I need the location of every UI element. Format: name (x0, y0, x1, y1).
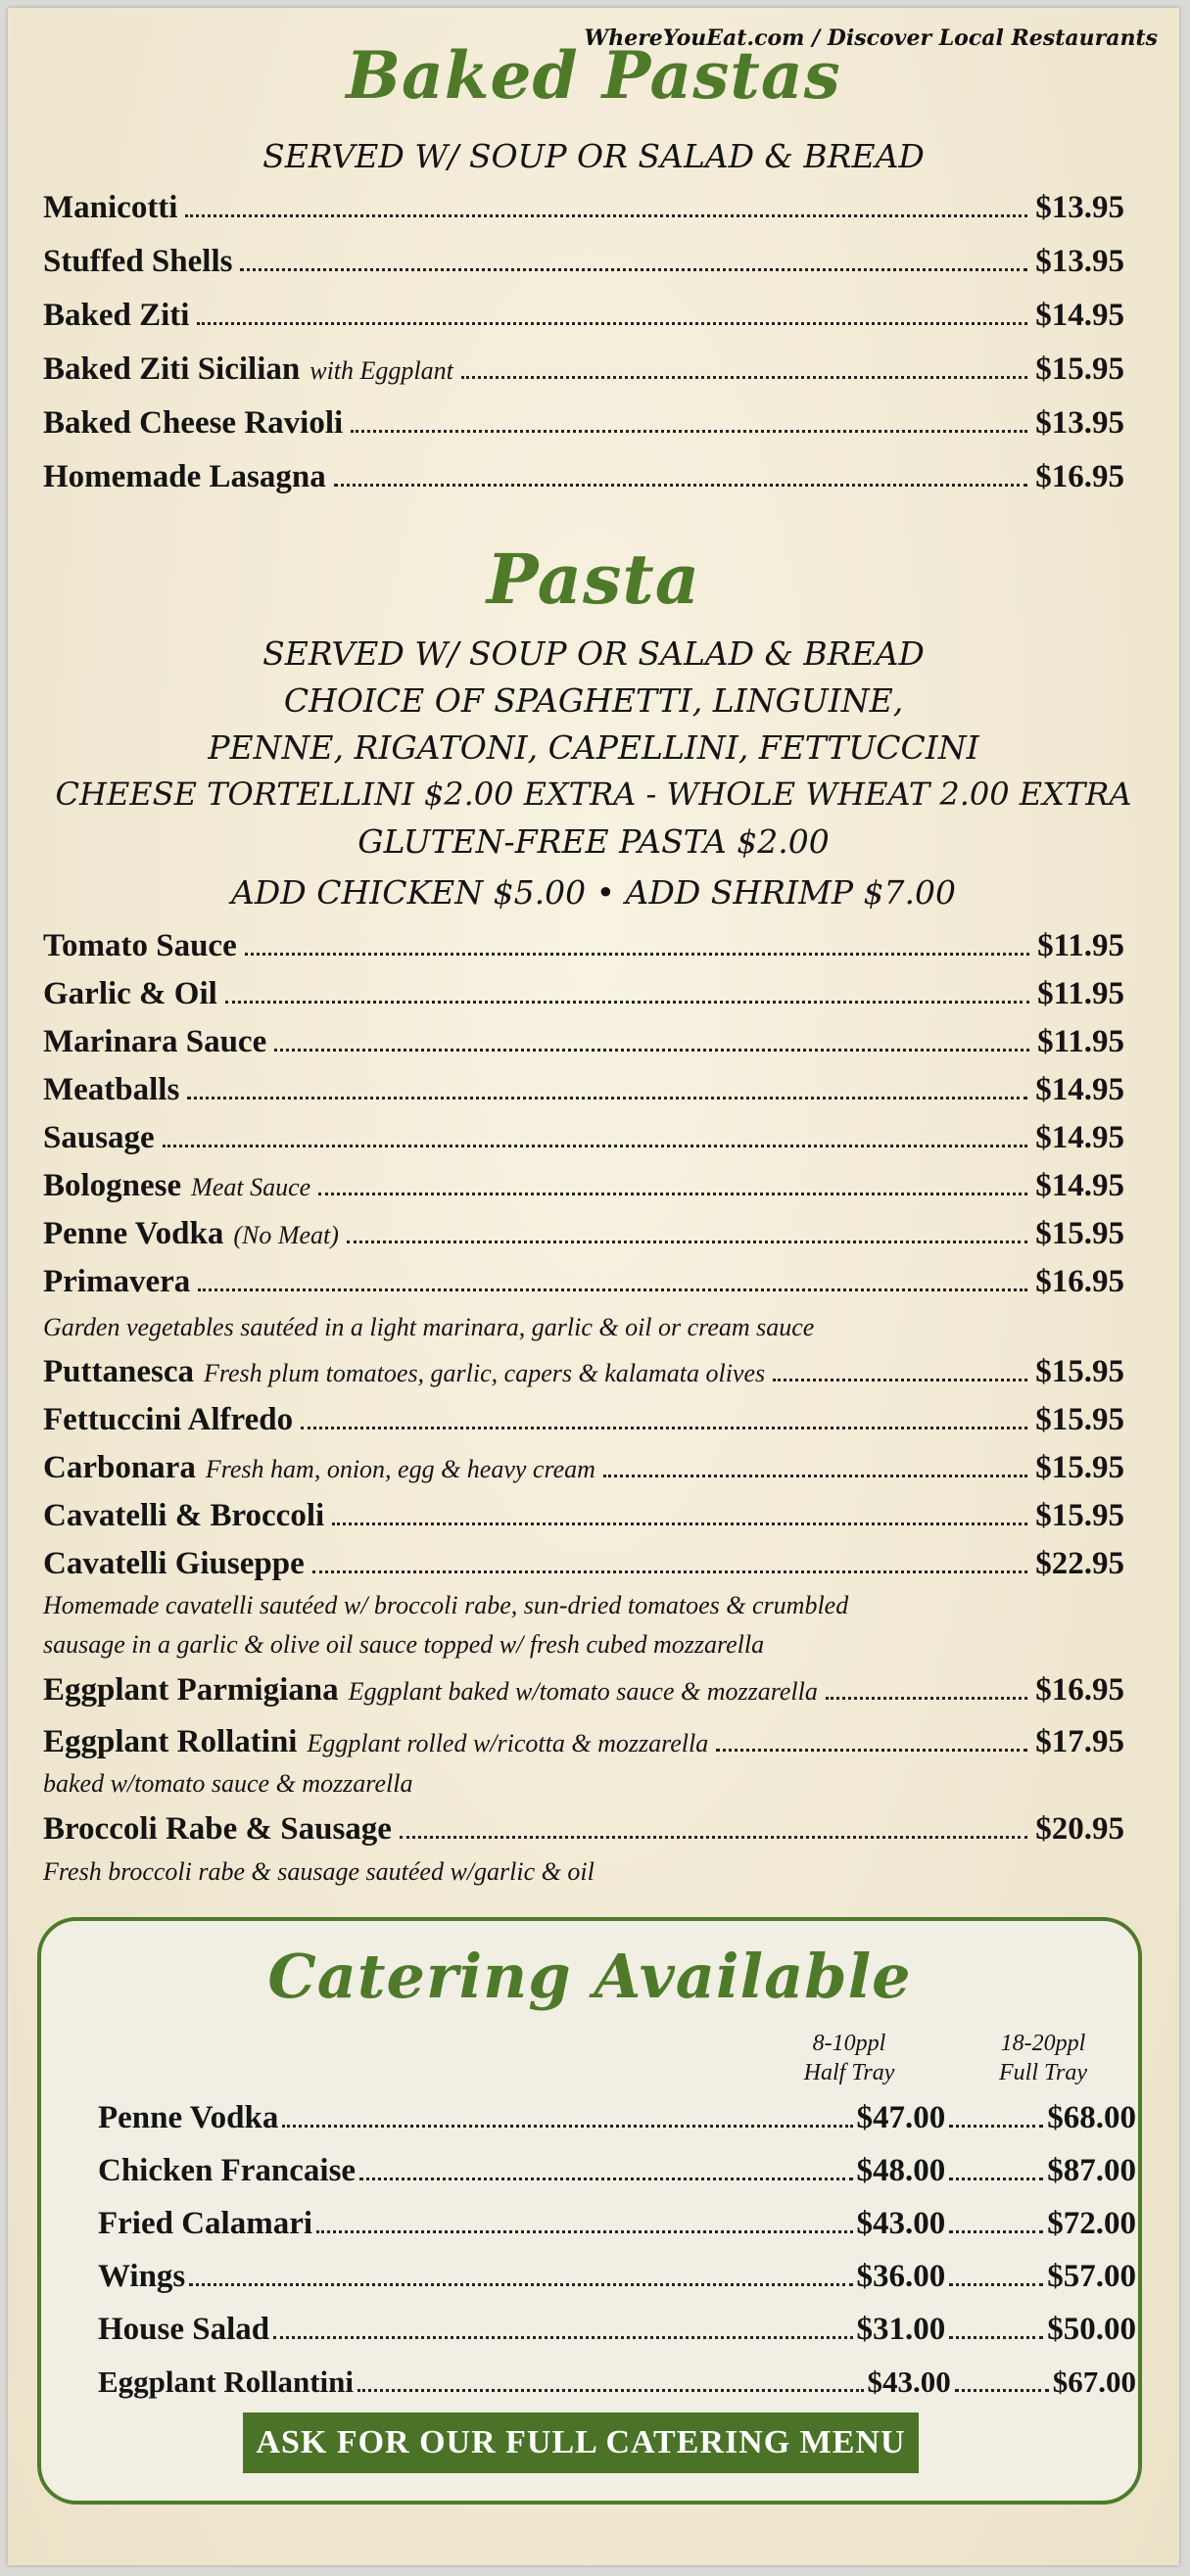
item-name: Tomato Sauce (43, 928, 237, 963)
item-price: $16.95 (1035, 459, 1124, 494)
item-price: $15.95 (1035, 1498, 1124, 1533)
catering-item-name: Chicken Francaise (98, 2153, 357, 2188)
half-tray-price: $43.00 (867, 2365, 951, 2399)
catering-item-name: House Salad (98, 2312, 270, 2347)
item-note: sausage in a garlic & olive oil sauce topped w/ fresh cubed mozzarella (43, 1630, 765, 1659)
menu-item (43, 298, 1124, 339)
item-price: $17.95 (1035, 1724, 1124, 1759)
item-price: $22.95 (1035, 1546, 1124, 1581)
menu-item (43, 1120, 1124, 1161)
leader-dots (273, 2336, 852, 2339)
item-name: Baked Cheese Ravioli (43, 405, 344, 441)
leader-dots (282, 2125, 852, 2128)
menu-item (43, 1216, 1124, 1257)
leader-dots (826, 1697, 1027, 1700)
catering-row (98, 2100, 1136, 2141)
leader-dots (949, 2178, 1043, 2180)
leader-dots (225, 1001, 1029, 1004)
pasta-addons: ADD CHICKEN $5.00 • ADD SHRIMP $7.00 (230, 873, 957, 912)
leader-dots (359, 2178, 852, 2180)
item-name: Marinara Sauce (43, 1024, 267, 1059)
leader-dots (400, 1836, 1027, 1839)
leader-dots (949, 2230, 1043, 2233)
catering-item-name: Eggplant Rollantini (98, 2365, 354, 2399)
leader-dots (347, 1241, 1027, 1243)
catering-item-name: Fried Calamari (98, 2206, 313, 2241)
item-name: Meatballs (43, 1072, 180, 1107)
menu-item (43, 459, 1124, 500)
pasta-subtitle-line: PENNE, RIGATONI, CAPELLINI, FETTUCCINI (208, 728, 979, 767)
item-name: Cavatelli & Broccoli (43, 1498, 325, 1533)
leader-dots (187, 1097, 1027, 1100)
menu-item (43, 928, 1124, 969)
leader-dots (461, 376, 1027, 379)
item-name: Sausage (43, 1120, 155, 1155)
catering-row (98, 2312, 1136, 2353)
catering-item-name: Penne Vodka (98, 2100, 279, 2135)
item-price: $11.95 (1037, 976, 1124, 1011)
pasta-subtitle-line: GLUTEN-FREE PASTA $2.00 (357, 822, 830, 861)
item-name: Cavatelli Giuseppe (43, 1546, 305, 1581)
leader-dots (245, 953, 1029, 956)
catering-item-name: Wings (98, 2259, 186, 2294)
item-name: Stuffed Shells (43, 244, 233, 279)
item-name: Homemade Lasagna (43, 459, 326, 494)
item-price: $16.95 (1035, 1264, 1124, 1299)
item-note: baked w/tomato sauce & mozzarella (43, 1769, 413, 1798)
pasta-title: Pasta (486, 539, 701, 620)
item-name: Primavera (43, 1264, 191, 1299)
item-price: $14.95 (1035, 1072, 1124, 1107)
leader-dots (185, 214, 1027, 217)
item-name: Bolognese (43, 1168, 182, 1203)
full-tray-price: $72.00 (1047, 2206, 1136, 2241)
menu-page (8, 8, 1179, 2565)
leader-dots (716, 1749, 1027, 1752)
menu-item (43, 1072, 1124, 1113)
menu-item (43, 1024, 1124, 1065)
item-name: Carbonara (43, 1450, 196, 1485)
half-tray-header (785, 2029, 913, 2087)
item-name: Baked Ziti Sicilian (43, 351, 301, 387)
leader-dots (274, 1049, 1029, 1052)
menu-item (43, 1402, 1124, 1443)
leader-dots (949, 2336, 1043, 2339)
item-price: $14.95 (1035, 1168, 1124, 1203)
item-note: Fresh broccoli rabe & sausage sautéed w/garlic & oil (43, 1857, 595, 1886)
leader-dots (318, 1193, 1027, 1195)
item-note: Garden vegetables sautéed in a light marinara, garlic & oil or cream sauce (43, 1313, 815, 1341)
item-price: $15.95 (1035, 1450, 1124, 1485)
leader-dots (332, 1522, 1027, 1525)
item-price: $14.95 (1035, 1120, 1124, 1155)
item-name: Garlic & Oil (43, 976, 217, 1011)
leader-dots (240, 268, 1027, 271)
half-tray-price: $47.00 (856, 2100, 946, 2135)
item-description: (No Meat) (233, 1221, 339, 1249)
item-price: $14.95 (1035, 298, 1124, 333)
item-price: $13.95 (1035, 190, 1124, 225)
item-price: $11.95 (1037, 1024, 1124, 1059)
item-price: $15.95 (1035, 1402, 1124, 1437)
item-description: Meat Sauce (191, 1173, 311, 1201)
leader-dots (197, 322, 1027, 325)
full-catering-menu-button[interactable]: ASK FOR OUR FULL CATERING MENU (243, 2412, 919, 2473)
baked-pastas-subtitle: SERVED W/ SOUP OR SALAD & BREAD (262, 137, 925, 175)
half-tray-label: Half Tray (803, 2060, 895, 2085)
leader-dots (949, 2283, 1043, 2286)
item-description: Fresh ham, onion, egg & heavy cream (205, 1455, 595, 1483)
catering-row (98, 2259, 1136, 2300)
full-tray-servings: 18-20ppl (1000, 2031, 1086, 2056)
leader-dots (357, 2389, 864, 2392)
menu-item (43, 1546, 1124, 1587)
item-price: $16.95 (1035, 1672, 1124, 1708)
leader-dots (301, 1427, 1027, 1429)
leader-dots (334, 484, 1028, 487)
leader-dots (163, 1145, 1028, 1147)
leader-dots (189, 2283, 852, 2286)
item-description: Fresh plum tomatoes, garlic, capers & kalamata olives (203, 1359, 766, 1387)
item-description: Eggplant baked w/tomato sauce & mozzarella (348, 1677, 818, 1706)
leader-dots (955, 2389, 1049, 2392)
half-tray-servings: 8-10ppl (812, 2031, 886, 2056)
menu-item (43, 976, 1124, 1017)
full-tray-label: Full Tray (998, 2060, 1087, 2085)
site-watermark: WhereYouEat.com / Discover Local Restaurants (584, 25, 1158, 51)
item-price: $15.95 (1035, 1216, 1124, 1251)
leader-dots (198, 1288, 1027, 1291)
pasta-subtitle-line: CHOICE OF SPAGHETTI, LINGUINE, (283, 681, 904, 720)
pasta-subtitle-line: SERVED W/ SOUP OR SALAD & BREAD (262, 634, 925, 673)
full-tray-price: $67.00 (1052, 2365, 1136, 2399)
catering-row (98, 2206, 1136, 2247)
full-tray-price: $57.00 (1047, 2259, 1136, 2294)
item-price: $15.95 (1035, 1354, 1124, 1389)
full-tray-price: $68.00 (1047, 2100, 1136, 2135)
menu-item (43, 1498, 1124, 1539)
full-tray-header (979, 2029, 1107, 2087)
item-name: Broccoli Rabe & Sausage (43, 1811, 392, 1847)
leader-dots (351, 430, 1027, 433)
menu-item (43, 190, 1124, 231)
item-name: Penne Vodka (43, 1216, 224, 1251)
leader-dots (312, 1570, 1027, 1573)
item-description: Eggplant rolled w/ricotta & mozzarella (307, 1729, 709, 1757)
pasta-subtitle-line: CHEESE TORTELLINI $2.00 EXTRA - WHOLE WHEAT 2.00 EXTRA (55, 775, 1132, 813)
item-name: Eggplant Parmigiana (43, 1672, 339, 1708)
leader-dots (949, 2125, 1043, 2128)
item-price: $13.95 (1035, 244, 1124, 279)
menu-item (43, 1811, 1124, 1852)
item-price: $20.95 (1035, 1811, 1124, 1847)
half-tray-price: $31.00 (856, 2312, 946, 2347)
half-tray-price: $36.00 (856, 2259, 946, 2294)
menu-item (43, 1264, 1124, 1305)
menu-item (43, 1724, 1124, 1765)
item-price: $15.95 (1035, 351, 1124, 387)
baked-pastas-title: Baked Pastas (346, 37, 841, 114)
item-price: $11.95 (1037, 928, 1124, 963)
full-tray-price: $50.00 (1047, 2312, 1136, 2347)
item-price: $13.95 (1035, 405, 1124, 441)
menu-item (43, 405, 1124, 446)
catering-row (98, 2365, 1136, 2406)
leader-dots (773, 1379, 1027, 1382)
item-name: Fettuccini Alfredo (43, 1402, 294, 1437)
leader-dots (316, 2230, 852, 2233)
item-name: Puttanesca (43, 1354, 194, 1389)
item-name: Baked Ziti (43, 298, 190, 333)
item-description: with Eggplant (309, 356, 453, 385)
catering-title: Catering Available (267, 1941, 912, 2012)
menu-item (43, 1672, 1124, 1713)
item-name: Eggplant Rollatini (43, 1724, 298, 1759)
menu-item (43, 1168, 1124, 1209)
menu-item (43, 351, 1124, 393)
menu-item (43, 1354, 1124, 1395)
item-note: Homemade cavatelli sautéed w/ broccoli rabe, sun-dried tomatoes & crumbled (43, 1591, 849, 1619)
menu-item (43, 244, 1124, 285)
menu-item (43, 1450, 1124, 1491)
catering-row (98, 2153, 1136, 2194)
half-tray-price: $43.00 (856, 2206, 946, 2241)
full-tray-price: $87.00 (1047, 2153, 1136, 2188)
item-name: Manicotti (43, 190, 178, 225)
leader-dots (603, 1475, 1027, 1477)
half-tray-price: $48.00 (856, 2153, 946, 2188)
